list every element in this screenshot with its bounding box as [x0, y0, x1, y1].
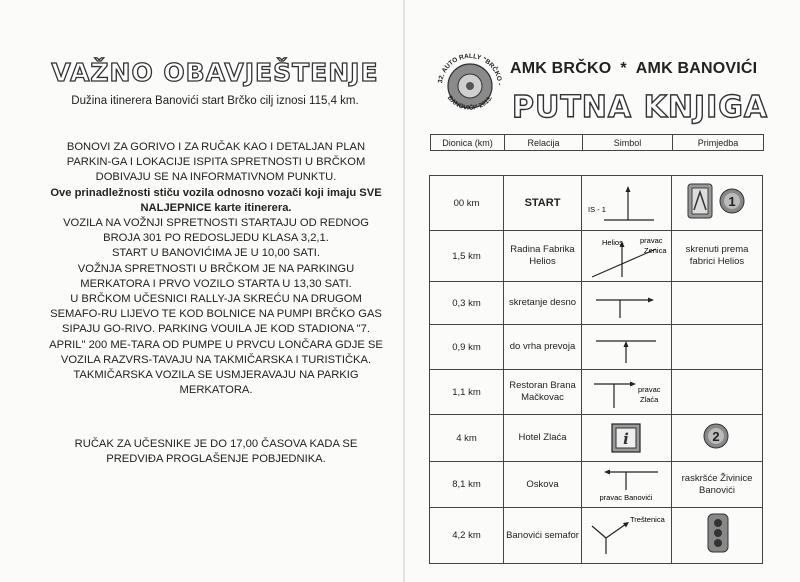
- row-relacija: Restoran Brana Mačkovac: [504, 370, 582, 415]
- zlaca-direction-symbol: [582, 370, 672, 415]
- itinerary-table: [429, 175, 763, 564]
- row-km: 8,1 km: [430, 462, 504, 508]
- row-km: 0,3 km: [430, 282, 504, 325]
- junction-symbol: [582, 508, 672, 564]
- row-km: 0,9 km: [430, 325, 504, 370]
- table-row: [430, 325, 763, 370]
- svg-text:BANOVIĆI" 2013.: BANOVIĆI" 2013.: [445, 94, 495, 112]
- row-km: 00 km: [430, 176, 504, 231]
- row-relacija: Radina Fabrika Helios: [504, 231, 582, 282]
- notice-body: [46, 140, 386, 398]
- symbol-label: pravac Banovići: [599, 493, 653, 502]
- turn-right-symbol: [582, 282, 672, 325]
- summit-symbol: [582, 325, 672, 370]
- row-relacija: Oskova: [504, 462, 582, 508]
- row-relacija: START: [504, 176, 582, 231]
- symbol-label: Treštenica: [630, 515, 665, 524]
- row-relacija: do vrha prevoja: [504, 325, 582, 370]
- lunch-notice: RUČAK ZA UČESNIKE JE DO 17,00 ČASOVA KADA SE PREDVIĐA PROGLAŠENJE POBJEDNIKA.: [74, 438, 358, 466]
- helios-symbol: [582, 231, 672, 282]
- notice-paragraph: BONOVI ZA GORIVO I ZA RUČAK KAO I DETALJAN PLAN PARKIN-GA I LOKACIJE ISPITA SPRETNOSTI U BRČKOM DOBIVAJU SE NA INFORMATIVNOM PUNKTU.: [66, 141, 366, 184]
- notice-paragraph: START U BANOVIĆIMA JE U 10,00 SATI.: [111, 247, 321, 260]
- notice-paragraph: VOZILA NA VOŽNJI SPRETNOSTI STARTAJU OD REDNOG BROJA 301 PO REDOSLJEDU KLASA 3,2,1.: [63, 217, 369, 245]
- row-primjedba: raskršće Živinice Banovići: [672, 462, 763, 508]
- table-row: [430, 508, 763, 564]
- table-row: [430, 370, 763, 415]
- header-simbol: Simbol: [583, 135, 673, 151]
- svg-text:pravac: pravac: [640, 236, 663, 245]
- row-primjedba: [672, 282, 763, 325]
- svg-text:pravac: pravac: [638, 385, 661, 394]
- row-primjedba: [672, 176, 763, 231]
- club-brcko: AMK BRČKO: [510, 60, 612, 77]
- notice-paragraph: VOŽNJA SPRETNOSTI U BRČKOM JE NA PARKINGU MERKATORA I PRVO VOZILO STARTA U 13,30 SATI.: [77, 262, 355, 290]
- row-primjedba: [672, 508, 763, 564]
- row-primjedba: [672, 415, 763, 462]
- row-primjedba: [672, 325, 763, 370]
- start-symbol: [582, 176, 672, 231]
- svg-text:Zlaća: Zlaća: [640, 395, 659, 404]
- header-dionica: Dionica (km): [431, 135, 505, 151]
- row-primjedba: [672, 370, 763, 415]
- rally-logo: [432, 48, 508, 124]
- svg-text:Zenica: Zenica: [644, 246, 667, 255]
- header-primjedba: Primjedba: [673, 135, 764, 151]
- row-relacija: skretanje desno: [504, 282, 582, 325]
- svg-text:32. AUTO RALLY "BRČKO -: 32. AUTO RALLY "BRČKO -: [437, 52, 504, 86]
- traffic-light-icon: [672, 508, 762, 559]
- organizer-clubs: [510, 60, 757, 78]
- row-km: 4 km: [430, 415, 504, 462]
- table-row: [430, 176, 763, 231]
- row-relacija: Hotel Zlaća: [504, 415, 582, 462]
- cp-badge-2-icon: [672, 415, 762, 457]
- svg-text:i: i: [623, 430, 629, 448]
- cp-badge-2: 2: [712, 429, 720, 444]
- table-row: [430, 462, 763, 508]
- route-length-text: Dužina itinerera Banovići start Brčko cilj iznosi 115,4 km.: [71, 95, 359, 107]
- row-primjedba: skrenuti prema fabrici Helios: [672, 231, 763, 282]
- star-separator: *: [620, 60, 627, 77]
- notice-paragraph-bold: Ove prinadležnosti stiču vozila odnosno vozači koji imaju SVE NALJEPNICE karte itinerera.: [50, 186, 382, 214]
- banovici-direction-symbol: [582, 462, 672, 508]
- table-row: [430, 415, 763, 462]
- table-row: [430, 282, 763, 325]
- row-km: 1,5 km: [430, 231, 504, 282]
- symbol-label: Helios: [602, 238, 623, 247]
- notice-paragraph: U BRČKOM UČESNICI RALLY-JA SKREĆU NA DRUGOM SEMAFO-RU LIJEVO TE KOD BOLNICE NA PUMPI BRČKO GAS SIPAJU GO-RIVO. PARKING VOUILA JE KOD STADIONA "7. APRIL" 200 ME-TARA OD PUMPE U PRVCU LONČARA GDJE SE VOZILA RAZVRS-TAVAJU NA TAKMIČARSKA I TURISTIČKA. TAKMIČARSKA VOZILA SE USMJERAVAJU NA PARKIG MERKATORA.: [49, 293, 383, 397]
- row-km: 1,1 km: [430, 370, 504, 415]
- page-fold: [403, 0, 405, 582]
- cp-badge-1: 1: [728, 194, 736, 209]
- club-banovici: AMK BANOVIĆI: [635, 60, 758, 77]
- table-row: [430, 231, 763, 282]
- header-relacija: Relacija: [505, 135, 583, 151]
- start-badges: [672, 176, 762, 226]
- row-relacija: Banovići semafor: [504, 508, 582, 564]
- info-icon: [582, 415, 672, 462]
- row-km: 4,2 km: [430, 508, 504, 564]
- roadbook-title: PUTNA KNJIGA: [512, 90, 769, 125]
- symbol-label: IS - 1: [588, 205, 606, 214]
- notice-title: VAŽNO OBAVJEŠTENJE: [51, 58, 379, 87]
- roadbook-header-table: [430, 134, 764, 151]
